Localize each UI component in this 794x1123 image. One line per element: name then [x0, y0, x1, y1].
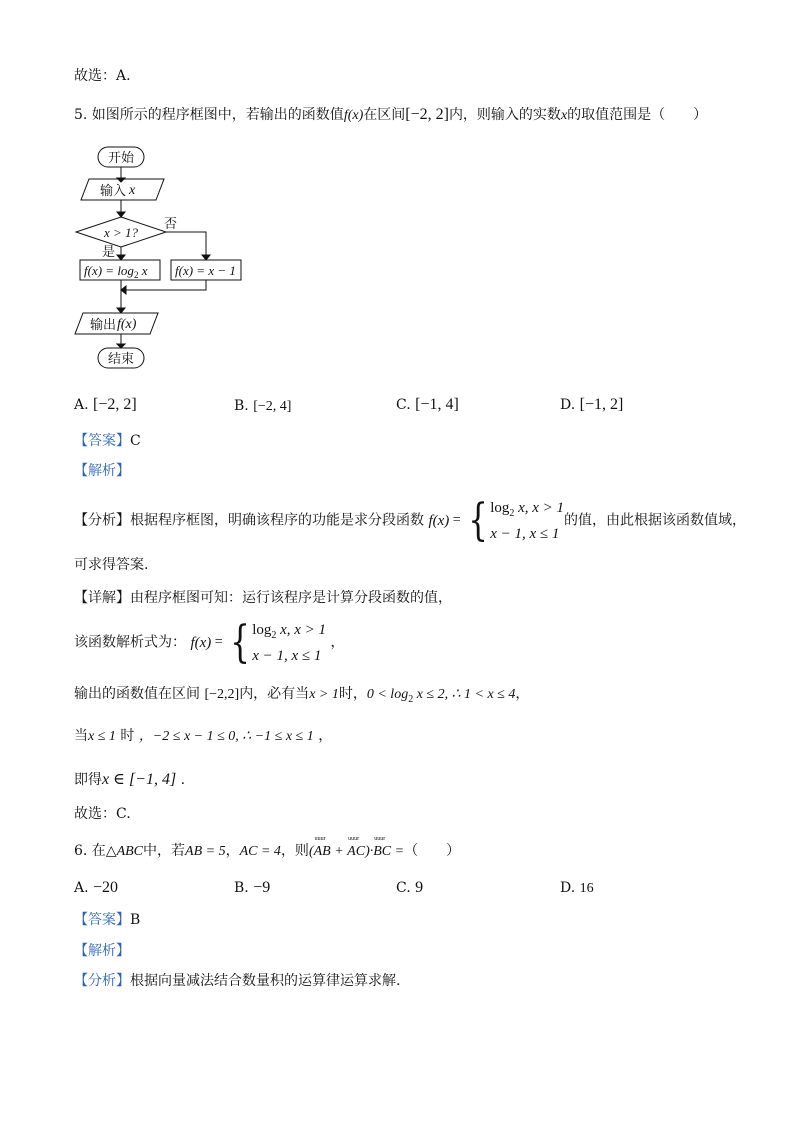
- q5-choice: 故选：C.: [74, 806, 131, 822]
- flow-right-process-label: f(x) = x − 1: [175, 263, 236, 278]
- q5-fenxi: 【分析】根据程序框图，明确该程序的功能是求分段函数 f(x) = { $\log_2 x$, x > 1 x − 1, x ≤ 1 的值，由此根据该函数值域，: [74, 495, 747, 546]
- q5-answer: 【答案】C: [74, 433, 141, 449]
- q6-fenxi: 【分析】根据向量减法结合数量积的运算律运算求解.: [74, 973, 401, 989]
- q5-option-c[interactable]: C. [−1, 4]: [396, 396, 459, 413]
- q6-option-d[interactable]: D. 16: [560, 880, 594, 896]
- q5-interval: [−2, 2]: [405, 106, 449, 123]
- q5-option-d[interactable]: D. [−1, 2]: [560, 396, 624, 413]
- flow-no-label: 否: [164, 217, 178, 232]
- q5-text: 内，则输入的实数: [448, 107, 561, 123]
- flow-decision-label: x > 1?: [103, 225, 139, 240]
- q6-option-a[interactable]: A. −20: [74, 879, 119, 896]
- q5-text: 在区间: [363, 107, 406, 123]
- q6-option-b[interactable]: B. −9: [234, 879, 271, 896]
- previous-choice: 故选：A.: [74, 68, 131, 84]
- program-flowchart: [70, 140, 260, 372]
- flow-input-label: 输入: [100, 184, 127, 199]
- flow-input-var: x: [129, 183, 136, 198]
- q5-text: 5. 如图所示的程序框图中，若输出的函数值: [74, 107, 344, 123]
- brace: {: [468, 495, 488, 546]
- q5-case-le: 当x ≤ 1 时 ，−2 ≤ x − 1 ≤ 0, ∴ −1 ≤ x ≤ 1 ，: [74, 728, 333, 744]
- flow-output-label: 输出: [90, 318, 117, 333]
- q6-answer: 【答案】B: [74, 912, 141, 928]
- q5-fx: f(x): [343, 108, 364, 123]
- q5-fenxi-cont: 可求得答案.: [74, 557, 149, 573]
- q5-xiangjie: 【详解】由程序框图可知：运行该程序是计算分段函数的值，: [74, 590, 452, 606]
- q5-output-range: 输出的函数值在区间 [−2,2]内，必有当x > 1时，$0 < \log_2 x \le 2$, ∴ 1 < x ≤ 4，: [74, 686, 530, 705]
- q6-analysis-heading: 【解析】: [74, 943, 130, 959]
- q5-option-b[interactable]: B. [−2, 4]: [234, 398, 292, 414]
- question-6-stem: 6. 在△ABC中，若AB = 5，AC = 4，则(uuur AB + uuur AC)·uuur BC =（ ）: [74, 843, 460, 861]
- flow-end-label: 结束: [107, 352, 135, 367]
- q5-result: 即得x ∈ [−1, 4] .: [74, 771, 186, 788]
- flow-left-process-label: $f(x) = \log_2 x$: [84, 263, 148, 280]
- q5-text: 的取值范围是（ ）: [567, 107, 708, 123]
- question-5-stem: [74, 105, 707, 125]
- q5-x: x: [560, 108, 568, 123]
- flow-yes-label: 是: [102, 245, 116, 260]
- q5-analysis-heading: 【解析】: [74, 463, 130, 479]
- q6-option-c[interactable]: C. 9: [396, 879, 424, 896]
- q5-option-a[interactable]: A. [−2, 2]: [74, 396, 137, 413]
- flow-start-label: 开始: [107, 151, 135, 166]
- q5-expression: 该函数解析式为： f(x) = { $\log_2 x$, x > 1 x − 1, x ≤ 1 ，: [74, 617, 345, 668]
- flow-output-var: f(x): [117, 317, 137, 332]
